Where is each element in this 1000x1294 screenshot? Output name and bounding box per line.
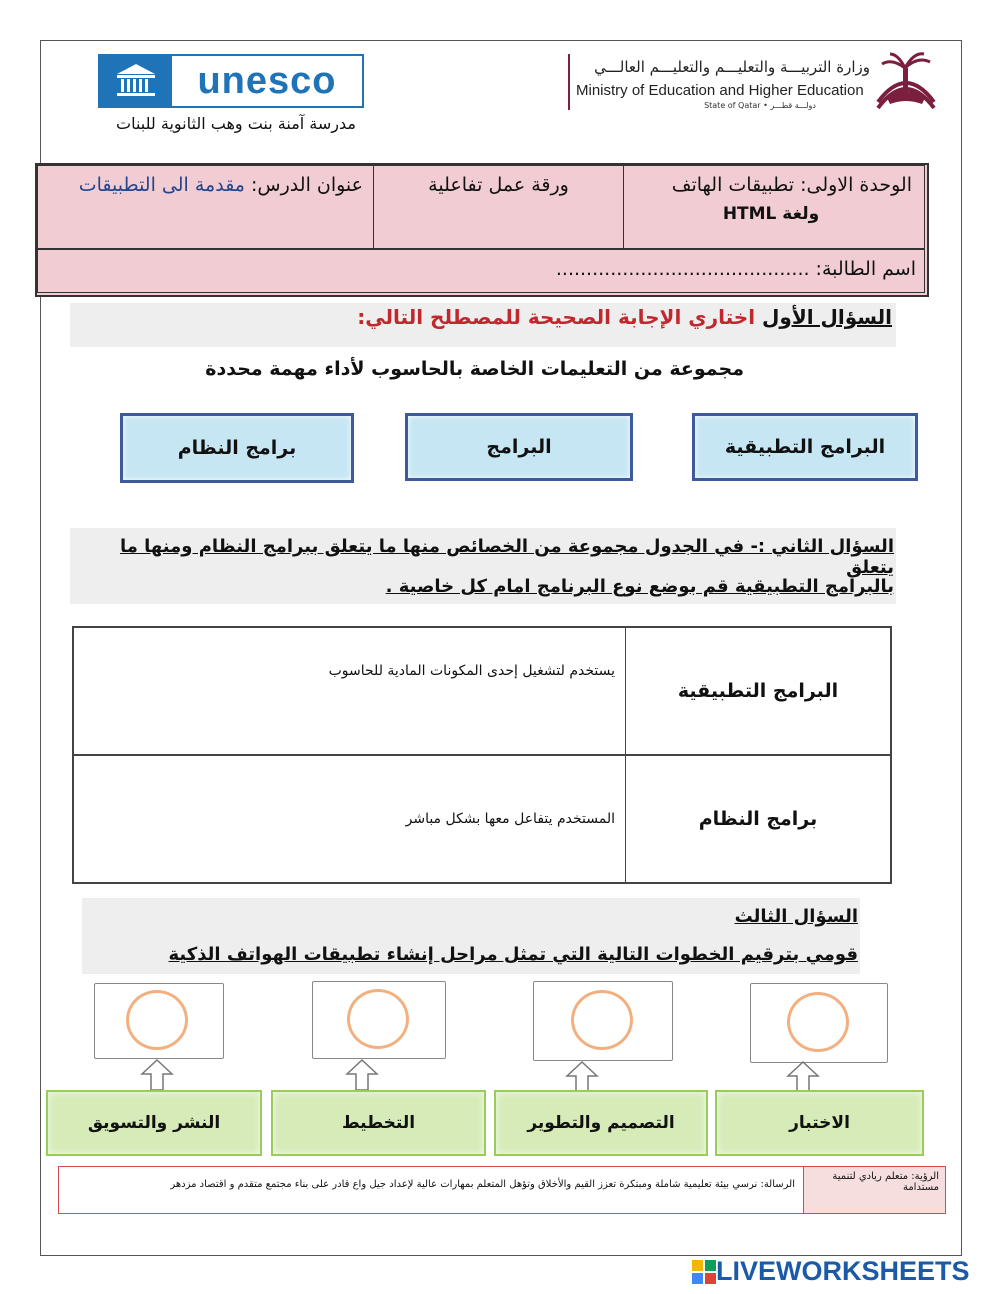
unesco-logo (98, 54, 364, 108)
step-number-box-4[interactable] (94, 983, 224, 1059)
lesson-cell (37, 165, 374, 249)
q2-prompt-line1: السؤال الثاني :- في الجدول مجموعة من الخصائص منها ما يتعلق ببرامج النظام ومنها ما يتعلق (119, 536, 894, 578)
unit-label: الوحدة الاولى: (800, 174, 912, 196)
worksheet-type: ورقة عمل تفاعلية (373, 165, 624, 249)
liveworksheets-logo (692, 1256, 970, 1287)
qatar-emblem-icon (872, 50, 940, 116)
option-software[interactable]: البرامج (405, 413, 633, 481)
ministry-name-en: Ministry of Education and Higher Education (576, 82, 864, 99)
q1-header (200, 305, 892, 329)
arrow-up-icon (345, 1058, 379, 1092)
temple-icon (100, 56, 172, 106)
school-name: مدرسة آمنة بنت وهب الثانوية للبنات (116, 114, 356, 133)
circle-marker (126, 990, 188, 1050)
lesson-info-table (35, 163, 929, 297)
circle-marker (571, 990, 633, 1050)
unit-title-line2: ولغة HTML (722, 204, 820, 224)
mission-text: الرسالة: نرسي بيئة تعليمية شاملة ومبتكرة تعزز القيم والأخلاق وتؤهل المتعلم بمهارات عالية لإعداد جيل واع قادر على بناء مجتمع متقدم و اقتصاد مزدهر (170, 1179, 795, 1190)
arrow-up-icon (140, 1058, 174, 1092)
table-row-2-type[interactable]: برامج النظام (625, 755, 891, 883)
arrow-up-icon (565, 1060, 599, 1094)
circle-marker (347, 989, 409, 1049)
q3-label: السؤال الثالث (734, 906, 858, 927)
student-name-field[interactable]: اسم الطالبة: .......................................... (37, 249, 925, 293)
q1-prompt: اختاري الإجابة الصحيحة للمصطلح التالي: (357, 305, 756, 329)
vision-text: الرؤية: متعلم ريادي لتنمية مستدامة (803, 1167, 945, 1213)
option-system-software[interactable]: برامج النظام (120, 413, 354, 483)
q1-label: السؤال الأول (762, 305, 892, 329)
q2-prompt-line2 (98, 576, 894, 597)
liveworksheets-grid-icon (692, 1260, 716, 1284)
unit-cell (623, 165, 925, 249)
arrow-up-icon (786, 1060, 820, 1094)
step-publishing-marketing[interactable]: النشر والتسويق (46, 1090, 262, 1156)
step-number-box-2[interactable] (533, 981, 673, 1061)
q3-prompt: قومي بترقيم الخطوات التالية التي تمثل مراحل إنشاء تطبيقات الهواتف الذكية (168, 944, 858, 965)
q1-definition: مجموعة من التعليمات الخاصة بالحاسوب لأداء مهمة محددة (205, 358, 744, 380)
unit-title-line1: تطبيقات الهاتف (671, 174, 795, 196)
step-number-box-3[interactable] (312, 981, 446, 1059)
step-number-box-1[interactable] (750, 983, 888, 1063)
table-row-1-property: يستخدم لتشغيل إحدى المكونات المادية للحاسوب (73, 627, 626, 755)
table-row-2-property: المستخدم يتفاعل معها بشكل مباشر (73, 755, 626, 883)
state-of-qatar: State of Qatar • دولـــة قطـــر (704, 101, 816, 110)
step-planning[interactable]: التخطيط (271, 1090, 486, 1156)
step-design-development[interactable]: التصميم والتطوير (494, 1090, 708, 1156)
lesson-label: عنوان الدرس: (251, 174, 363, 196)
unesco-wordmark: unesco (197, 59, 337, 102)
circle-marker (787, 992, 849, 1052)
option-application-software[interactable]: البرامج التطبيقية (692, 413, 918, 481)
ministry-name-ar: وزارة التربيـــة والتعليـــم والتعليـــم العالـــي (594, 58, 870, 76)
liveworksheets-wordmark: LIVEWORKSHEETS (716, 1256, 970, 1286)
step-testing[interactable]: الاختبار (715, 1090, 924, 1156)
q2-line2-text: بالبرامج التطبيقية قم بوضع نوع البرنامج امام كل خاصية . (385, 576, 894, 597)
table-row-1-type[interactable]: البرامج التطبيقية (625, 627, 891, 755)
vision-mission-footer (58, 1166, 946, 1214)
properties-table (72, 626, 892, 884)
lesson-title: مقدمة الى التطبيقات (78, 174, 245, 196)
